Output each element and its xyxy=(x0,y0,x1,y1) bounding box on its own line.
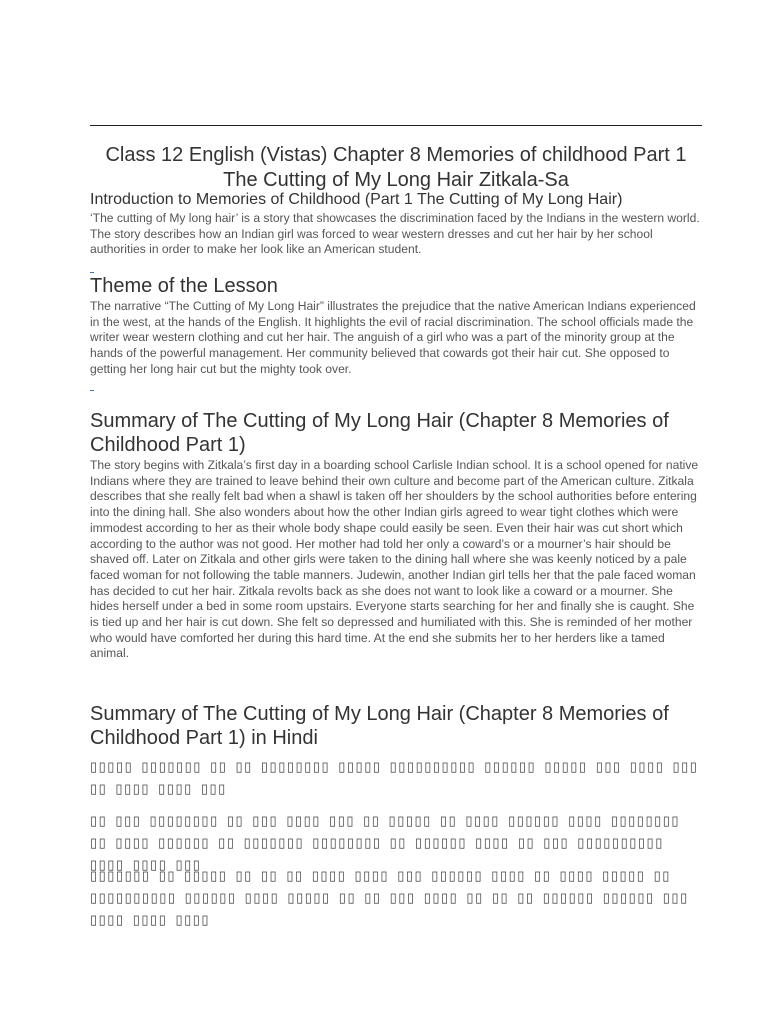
anchor-link[interactable] xyxy=(90,272,94,273)
hindi-paragraph: ▯▯▯▯▯▯▯ ▯▯ ▯▯▯▯▯ ▯▯ ▯▯ ▯▯ ▯▯▯▯ ▯▯▯▯ ▯▯▯ ▯▯▯▯▯▯ ▯▯▯▯ ▯▯ ▯▯▯▯ ▯▯▯▯▯ ▯▯ ▯▯▯▯▯▯▯▯▯▯ ▯▯▯▯▯▯ ▯▯▯▯ ▯▯▯▯▯ ▯▯ ▯▯ ▯▯▯ ▯▯▯▯ ▯▯ ▯▯ ▯▯ ▯▯▯▯▯▯ ▯▯▯▯▯▯ ▯▯▯ ▯▯▯▯ ▯▯▯▯ ▯▯▯▯ xyxy=(90,868,689,927)
section-heading-introduction: Introduction to Memories of Childhood (Part 1 The Cutting of My Long Hair) xyxy=(90,191,623,208)
hindi-paragraph: ▯▯▯▯▯ ▯▯▯▯▯▯▯ ▯▯ ▯▯ ▯▯▯▯▯▯▯▯ ▯▯▯▯▯ ▯▯▯▯▯▯▯▯▯▯ ▯▯▯▯▯▯ ▯▯▯▯▯ ▯▯▯ ▯▯▯▯ ▯▯▯ ▯▯ ▯▯▯▯ ▯▯▯▯ ▯▯▯ xyxy=(90,759,699,796)
page-title: Class 12 English (Vistas) Chapter 8 Memories of childhood Part 1 The Cutting of My Long Hair Zitkala-Sa xyxy=(105,144,687,191)
section-body-introduction: ‘The cutting of My long hair’ is a story that showcases the discrimination faced by the Indians in the western world. The story describes how an Indian girl was forced to wear western dresses and cut her hair by her school authorities in order to make her look like an American student. xyxy=(90,211,700,257)
header-rule xyxy=(90,125,702,126)
section-body-theme: The narrative “The Cutting of My Long Hair” illustrates the prejudice that the native American Indians experienced in the west, at the hands of the English. It highlights the evil of racial discrimination. The school officials made the writer wear western clothing and cut her hair. The anguish of a girl who was a part of the minority group at the hands of the powerful management. Her community believed that cowards got their hair cut. She opposed to getting her long hair cut but the mighty took over. xyxy=(90,299,696,376)
section-heading-hindi-summary: Summary of The Cutting of My Long Hair (Chapter 8 Memories of Childhood Part 1) in Hindi xyxy=(90,703,669,749)
section-body-summary: The story begins with Zitkala’s first day in a boarding school Carlisle Indian school. It is a school opened for native Indians where they are trained to leave behind their own culture and become part of the American culture. Zitkala describes that she really felt bad when a shawl is taken off her shoulders by the school authorities before entering into the dining hall. She also wonders about how the other Indian girls agreed to wear tight clothes which were immodest according to her as their whole body shape could easily be seen. Even their hair was cut short which according to the author was not good. Her mother had told her only a coward’s or a mourner’s hair should be shaved off. Later on Zitkala and other girls were taken to the dining hall where she was keenly noticed by a pale faced woman for not following the table manners. Judewin, another Indian girl tells her that the pale faced woman has decided to cut her hair. Zitkala revolts back as she does not want to look like a coward or a mourner. She hides herself under a bed in some room upstairs. Everyone starts searching for her and finally she is caught. She is tied up and her hair is cut down. She felt so depressed and humiliated with this. She is reminded of her mother who would have comforted her during this hard time. At the end she submits her to her herders like a tamed animal. xyxy=(90,458,699,661)
anchor-link[interactable] xyxy=(90,390,94,391)
hindi-paragraph: ▯▯ ▯▯▯ ▯▯▯▯▯▯▯▯ ▯▯ ▯▯▯ ▯▯▯▯ ▯▯▯ ▯▯ ▯▯▯▯▯ ▯▯ ▯▯▯▯ ▯▯▯▯▯▯ ▯▯▯▯ ▯▯▯▯▯▯▯▯ ▯▯ ▯▯▯▯ ▯▯▯▯▯▯ ▯▯ ▯▯▯▯▯▯▯ ▯▯▯▯▯▯▯▯ ▯▯ ▯▯▯▯▯▯ ▯▯▯▯ ▯▯ ▯▯▯ ▯▯▯▯▯▯▯▯▯▯ ▯▯▯▯ ▯▯▯▯ ▯▯▯ xyxy=(90,813,681,872)
section-heading-theme: Theme of the Lesson xyxy=(90,275,278,297)
section-heading-summary: Summary of The Cutting of My Long Hair (Chapter 8 Memories of Childhood Part 1) xyxy=(90,410,669,456)
